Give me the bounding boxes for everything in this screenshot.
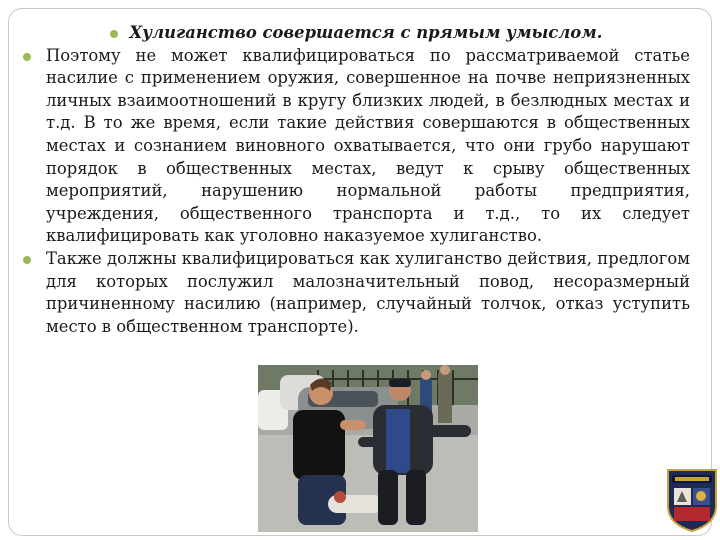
paragraph-bullet-2: [20, 248, 690, 338]
paragraph-bullet-1: [20, 45, 690, 248]
street-fight-photo: [258, 365, 478, 532]
slide-content: [20, 22, 690, 338]
slide-heading: Хулиганство совершается с прямым умыслом.: [129, 23, 603, 42]
university-emblem-icon: [666, 466, 718, 532]
heading-bullet: [20, 22, 690, 45]
paragraph-text-1: Поэтому не может квалифицироваться по рассматриваемой статье насилие с применением оружия, совершенное на почве неприязненных личных взаимоотношений в кругу близких людей, в безлюдных местах и т.д. В то же время, если такие действия совершаются в общественных местах и сознанием виновного охватывается, что они грубо нарушают порядок в общественных местах, ведут к срыву общественных мероприятий, нарушению нормальной работы предприятия, учреждения, общественного транспорта и т.д., то их следует квалифицировать как уголовно наказуемое хулиганство.: [46, 45, 690, 246]
paragraph-text-2: Также должны квалифицироваться как хулиганство действия, предлогом для которых послужил малозначительный повод, несоразмерный причиненному насилию (например, случайный толчок, отказ уступить место в общественном транспорте).: [46, 248, 690, 336]
green-dot-bullet-icon: [23, 256, 31, 264]
green-dot-bullet-icon: [23, 53, 31, 61]
green-dot-bullet-icon: [110, 30, 118, 38]
